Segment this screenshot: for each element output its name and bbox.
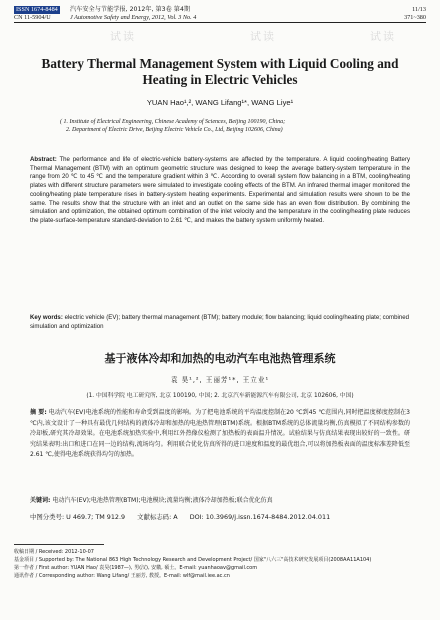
watermark: 试读 — [370, 30, 396, 43]
journal-name-cn: 汽车安全与节能学报, 2012年, 第3卷 第4期 — [70, 6, 191, 13]
affiliation-2: 2. Department of Electric Drive, Beijing Electric Vehicle Co., Ltd, Beijing 102606, China) — [66, 127, 283, 133]
footnotes — [14, 548, 426, 580]
chinese-affiliation: (1. 中国科学院 电工研究所, 北京 100190, 中国; 2. 北京汽车新能源汽车有限公司, 北京 102606, 中国) — [86, 393, 354, 399]
chinese-abstract-label: 摘 要: — [30, 409, 47, 416]
header-rule — [14, 22, 426, 23]
abstract-label: Abstract: — [30, 156, 57, 163]
doi: DOI: 10.3969/j.issn.1674-8484.2012.04.011 — [189, 513, 331, 521]
classification — [30, 512, 410, 521]
document-code: 文献标志码: A — [137, 513, 178, 521]
author-list: YUAN Hao¹,², WANG Lifang¹*, WANG Liye¹ — [146, 98, 294, 107]
abstract — [30, 156, 410, 226]
chinese-keywords — [30, 496, 410, 506]
page-count: 11/13 — [412, 6, 426, 13]
page-numbers: 371~380 — [404, 13, 426, 21]
watermark: 试读 — [250, 30, 276, 43]
keywords-label: Key words: — [30, 314, 63, 321]
cn-number: CN 11-5904/U — [14, 14, 51, 21]
footnote-funding: 基金项目 / Supported by: The National 863 High Technology Research and Development Project/ 国家"八六三"高技术研究发展项目(2008AA11A104) — [14, 557, 372, 563]
journal-info — [70, 6, 196, 21]
chinese-authors: 袁 昊¹,², 王丽芳¹*, 王立业¹ — [170, 376, 270, 384]
page-range — [404, 6, 426, 21]
journal-name-en: J Automotive Safety and Energy, 2012, Vol. 3 No. 4 — [70, 13, 197, 21]
footnote-corresponding-author: 通讯作者 / Corresponding author: Wang Lifang/ 王丽芳, 教授。E-mail: wlf@mail.iee.ac.cn — [14, 573, 230, 579]
chinese-abstract — [30, 408, 410, 461]
paper-title: Battery Thermal Management System with Liquid Cooling and Heating in Electric Vehicles — [41, 56, 399, 87]
footnote-first-author: 第一作者 / First author: YUAN Hao/ 袁昊(1987—), 男(汉), 安徽, 硕士。E-mail: yuanhaoav@gmail.com — [14, 565, 258, 571]
chinese-keywords-text: 电动汽车(EV);电池热管理(BTM);电池模块;流量均衡;液体冷却加热板;联合优化仿真 — [52, 497, 273, 504]
footnote-received: 收稿日期 / Received: 2012-10-07 — [14, 549, 94, 555]
keywords-text: electric vehicle (EV); battery thermal management (BTM); battery module; flow balancing; liquid cooling/heating plate; combined simulation and optimization — [30, 314, 410, 330]
affiliation-1: ( 1. Institute of Electrical Engineering, Chinese Academy of Sciences, Beijing 100190, China; — [60, 119, 286, 125]
keywords — [30, 314, 410, 331]
chinese-keywords-label: 关键词: — [30, 497, 51, 504]
clc-number: 中图分类号: U 469.7; TM 912.9 — [30, 513, 126, 521]
chinese-title: 基于液体冷却和加热的电动汽车电池热管理系统 — [104, 352, 336, 365]
issn-badge: ISSN 1674-8484 — [16, 6, 58, 13]
abstract-text: The performance and life of electric-vehicle battery-systems are affected by the temperature. A liquid cooling/heating Battery Thermal Management (BTM) with an optimum geometric structure was designed to keep the average battery-system temperature in the range from 20 ℃ to 45 ℃ and the temperature gradient within 3 ℃. According to overall system flow balancing in a BTM, cooling/heating plates with different structure parameters were simulated to investigate cooling effects of the BTM. An infrared thermal imager monitored the cooling/heating plate temperature rises in battery-system heating experiments. Experimental and simulation results were shown to be the same. The results show that the structure with an inlet and an outlet on the same side has an even flow distribution. By combining the simulation and optimization, the obtained optimum combination of the inlet velocity and the temperature in the cooling/heating plate reduces the plate-surface-temperature standard-deviation to 2.61 ℃, and makes the battery system uniformly heated. — [30, 156, 410, 224]
footnote-rule — [14, 544, 104, 545]
watermark: 试读 — [110, 30, 136, 43]
chinese-abstract-text: 电动汽车(EV)电池系统的性能和寿命受到温度的影响。为了把电池系统的平均温度控制在20 ℃到45 ℃范围内,同时把温度梯度控制在3 ℃内,该文设计了一种具有最优几何结构的液体冷却和加热的电池热管理(BTM)系统。根据BTM系统的总体流量均衡,仿真模拟了不同结构参数的冷却板,研究其冷却效果。在电池系统加热实验中,利用红外热像仪检测了加热板的表面温升情况。试验结果与仿真结果表现出较好的一致性。研究结果表明:出口和进口在同一边的结构,流场均匀。利用联合优化仿真所得的进口速度和温度的最优组合,可以将加热板表面的温度标准差降低至2.61 ℃,使得电池系统获得均匀的加热。 — [30, 409, 410, 458]
